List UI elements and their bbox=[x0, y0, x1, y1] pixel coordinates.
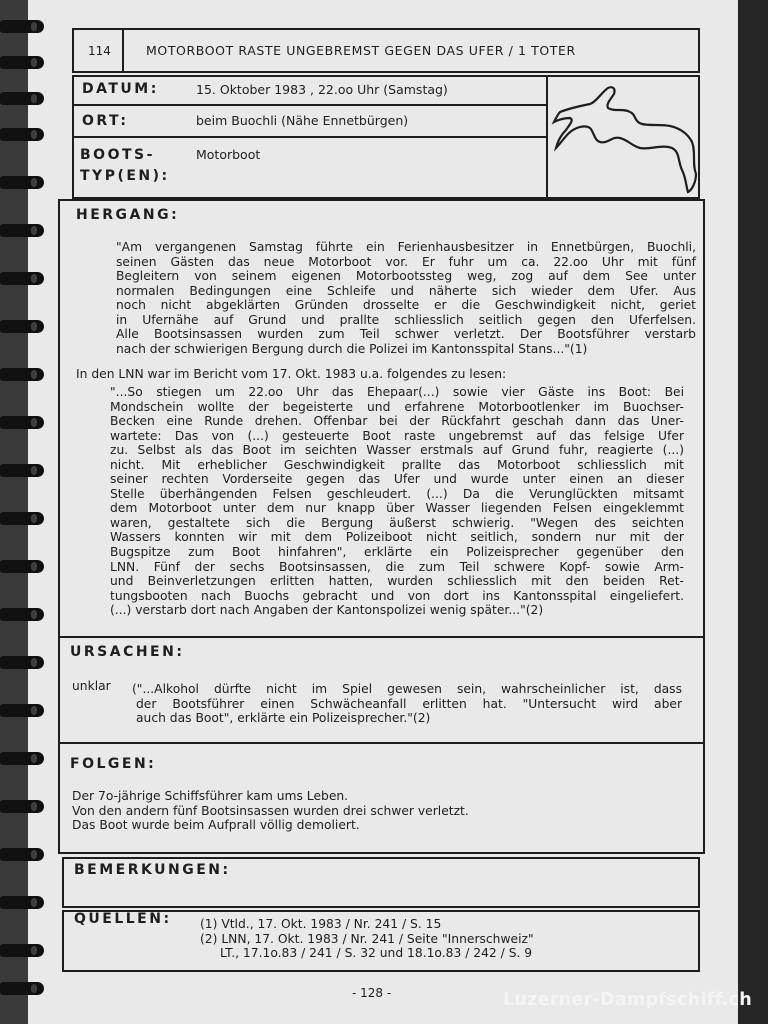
quellen-label: QUELLEN: bbox=[74, 911, 172, 927]
hergang-quote-2: "...So stiegen um 22.oo Uhr das Ehepaar(...) sowie vier Gäste ins Boot: Bei Mondschein wollte der begeisterte und erfahrene Motorbootlenker im Buochser- Becken eine Runde drehen. Offenbar bei der Rückfahrt geschah dann das Uner- wartete: Das von (...) gesteuerte Boot raste ungebremst auf das felsige Ufer zu. Selbst als das Boot im seichten Wasser erstmals auf Grund fuhr, reagierte (...) nicht. Mit erheblicher Geschwindigkeit prallte das Motorboot schliesslich mit seiner rechten Vorderseite gegen das Ufer und wurde unter einen an dieser Stelle überhängenden Felsen geschleudert. (...) Da die Verunglückten mitsamt dem Motorboot unter dem nur knapp über Wasser liegenden Felsen eingeklemmt waren, gestaltete sich die Bergung äußerst schwierig. "Wegen des seichten Wassers konnten wir mit dem Polizeiboot nicht seitlich, sondern nur mit der Bugspitze zum Boot hinfahren", erklärte ein Polizeisprecher gegenüber den LNN. Fünf der sechs Bootsinsassen, die zum Teil schwere Kopf- sowie Arm- und Beinverletzungen erlitten hatten, wurden schliesslich mit den beiden Ret- tungsbooten nach Buochs gebracht und von dort ins Kantonsspital eingeliefert. (...) verstarb dort nach Angaben der Kantonspolizei wenig später..."(2) bbox=[110, 385, 684, 618]
bootstyp-label-line1: BOOTS- bbox=[80, 147, 155, 163]
page-edge bbox=[738, 0, 768, 1024]
datum-value: 15. Oktober 1983 , 22.oo Uhr (Samstag) bbox=[196, 82, 448, 97]
bootstyp-value: Motorboot bbox=[196, 147, 261, 162]
entry-title: MOTORBOOT RASTE UNGEBREMST GEGEN DAS UFER / 1 TOTER bbox=[146, 43, 576, 58]
spiral-binding bbox=[0, 0, 44, 1024]
quellen-line-2: (2) LNN, 17. Okt. 1983 / Nr. 241 / Seite "Innerschweiz" bbox=[200, 932, 534, 946]
quellen-line-3: LT., 17.1o.83 / 241 / S. 32 und 18.1o.83 / 242 / S. 9 bbox=[220, 946, 533, 960]
watermark: Luzerner-Dampfschiff.ch bbox=[502, 990, 752, 1010]
hergang-quote-1: "Am vergangenen Samstag führte ein Ferienhausbesitzer in Ennetbürgen, Buochli, seinen Gästen das neue Motorboot vor. Er fuhr um ca. 22.oo Uhr mit fünf Begleitern von seinem eigenen Motorbootssteg weg, zog auf dem See unter normalen Bedingungen eine Schleife und näherte sich wieder dem Ufer. Aus noch nicht abgeklärten Gründen drosselte er die Geschwindigkeit nicht, geriet in Ufernähe auf Grund und prallte schliesslich seitlich gegen den Uferfelsen. Alle Bootsinsassen wurden zum Teil schwer verletzt. Der Bootsführer verstarb nach der schwierigen Bergung durch die Polizei im Kantonsspital Stans..."(1) bbox=[116, 240, 696, 356]
ort-value: beim Buochli (Nähe Ennetbürgen) bbox=[196, 113, 409, 128]
ursachen-text: ("...Alkohol dürfte nicht im Spiel gewesen sein, wahrscheinlicher ist, dass der Bootsführer einen Schwächeanfall erlitten hat. "Untersucht wird aber auch das Boot", erklärte ein Polizeisprecher."(2) bbox=[132, 682, 682, 726]
page-number: - 128 - bbox=[352, 986, 392, 1000]
hergang-intro: In den LNN war im Bericht vom 17. Okt. 1983 u.a. folgendes zu lesen: bbox=[76, 367, 507, 381]
quellen-line-1: (1) Vtld., 17. Okt. 1983 / Nr. 241 / S. 15 bbox=[200, 917, 442, 931]
hergang-label: HERGANG: bbox=[76, 207, 180, 223]
datum-label: DATUM: bbox=[82, 81, 159, 97]
lake-map-icon bbox=[550, 78, 698, 196]
bootstyp-label-line2: TYP(EN): bbox=[80, 168, 170, 184]
folgen-label: FOLGEN: bbox=[70, 756, 157, 772]
ort-label: ORT: bbox=[82, 113, 129, 129]
ursachen-prefix: unklar bbox=[72, 679, 111, 693]
ursachen-label: URSACHEN: bbox=[70, 644, 185, 660]
bemerkungen-label: BEMERKUNGEN: bbox=[74, 862, 231, 878]
folgen-text: Der 7o-jährige Schiffsführer kam ums Leben. Von den andern fünf Bootsinsassen wurden drei schwer verletzt. Das Boot wurde beim Aufprall völlig demoliert. bbox=[72, 789, 469, 833]
entry-number: 114 bbox=[88, 44, 111, 58]
